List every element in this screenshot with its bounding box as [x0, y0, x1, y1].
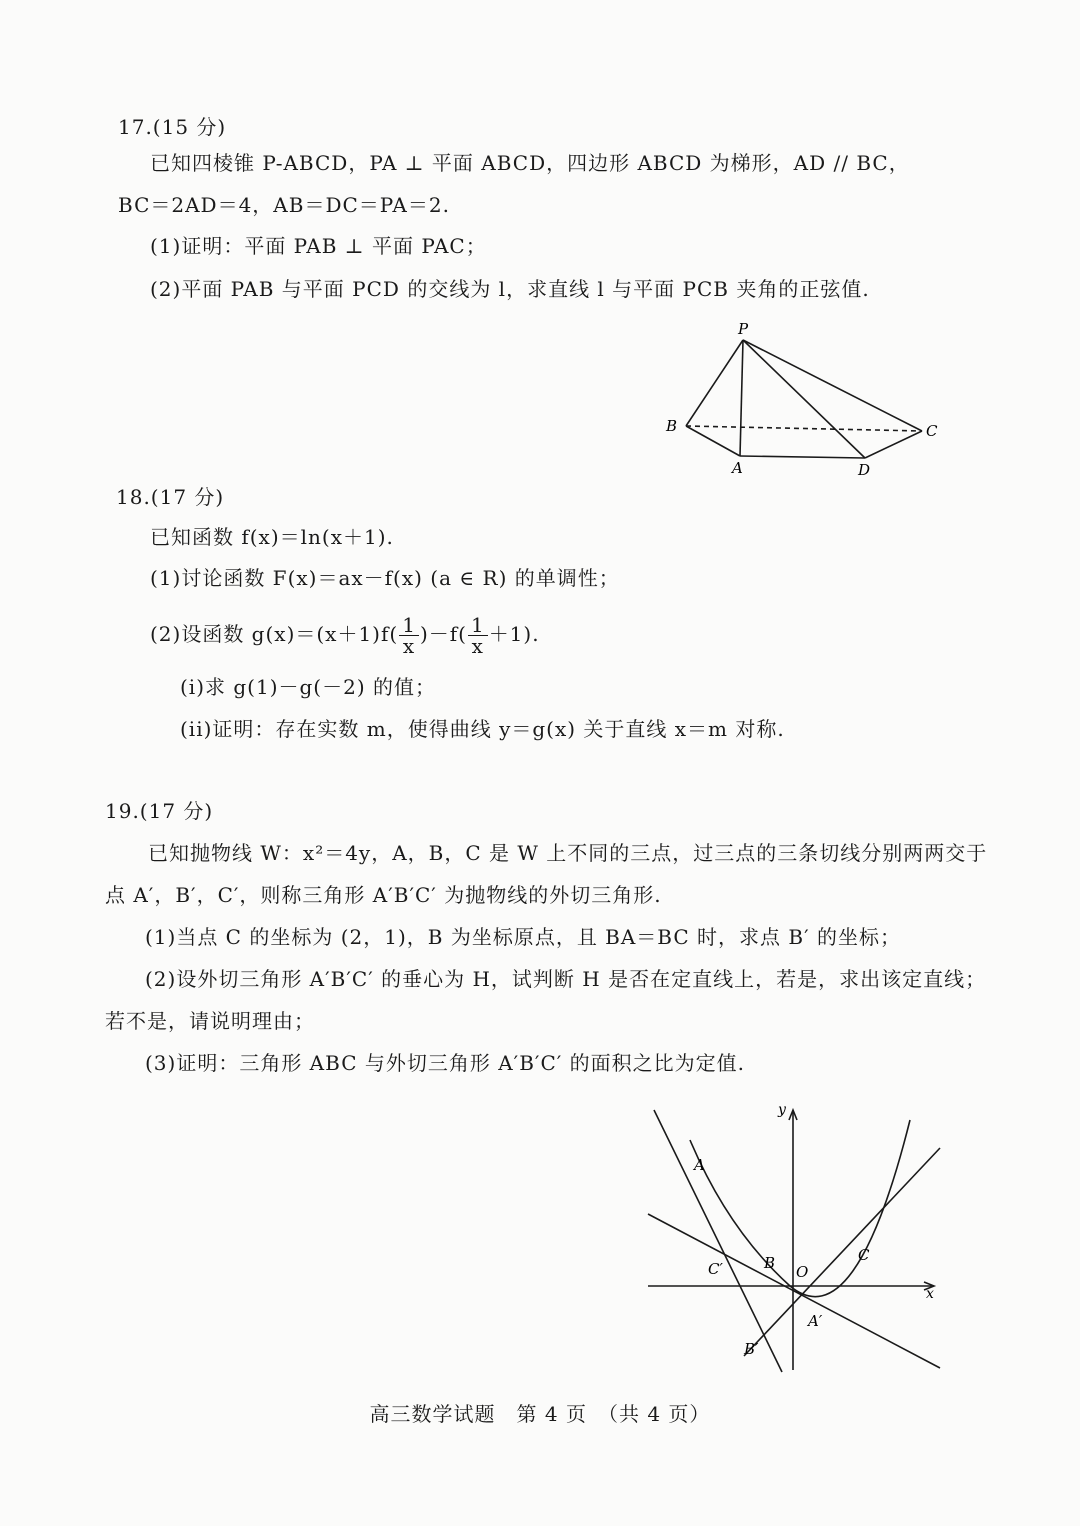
q18-part2 [150, 610, 540, 658]
q19-label-A-prime: A′ [808, 1312, 823, 1330]
q18-fraction-1 [399, 615, 419, 656]
q18-fraction-2 [468, 615, 488, 656]
q19-label-O: O [796, 1263, 809, 1281]
q17-stem-line1: 已知四棱锥 P-ABCD，PA ⊥ 平面 ABCD，四边形 ABCD 为梯形，AD // BC， [150, 151, 910, 175]
q19-label-y: y [778, 1102, 786, 1118]
q17-header: 17.(15 分) [118, 115, 227, 139]
fraction-denominator: x [402, 634, 416, 658]
q19-parabola-figure [640, 1100, 950, 1384]
q19-label-C-prime: C′ [708, 1260, 723, 1278]
q18-part2-prefix: (2)设函数 g(x)＝(x＋1)f( [150, 622, 399, 646]
q17-label-A: A [732, 459, 743, 477]
page-footer: 高三数学试题 第 4 页 （共 4 页） [369, 1402, 711, 1426]
q17-label-P: P [738, 320, 749, 338]
q17-part2: (2)平面 PAB 与平面 PCD 的交线为 l，求直线 l 与平面 PCB 夹角的正弦值. [150, 277, 870, 301]
q19-header: 19.(17 分) [105, 799, 214, 823]
q19-part3: (3)证明：三角形 ABC 与外切三角形 A′B′C′ 的面积之比为定值. [145, 1051, 745, 1075]
q17-label-B: B [666, 417, 678, 435]
q19-part1: (1)当点 C 的坐标为 (2，1)，B 为坐标原点，且 BA＝BC 时，求点 B′ 的坐标； [145, 925, 901, 949]
q18-part2-i: (i)求 g(1)－g(－2) 的值； [180, 675, 436, 699]
q18-part2-suffix: ＋1). [488, 622, 540, 646]
q17-label-D: D [858, 461, 871, 479]
q18-part1: (1)讨论函数 F(x)＝ax－f(x) (a ∈ R) 的单调性； [150, 566, 620, 590]
q18-part2-ii: (ii)证明：存在实数 m，使得曲线 y＝g(x) 关于直线 x＝m 对称. [180, 717, 785, 741]
fraction-numerator: 1 [399, 615, 419, 636]
q19-label-x: x [926, 1286, 934, 1302]
q18-header: 18.(17 分) [116, 485, 225, 509]
q19-label-A: A [694, 1156, 705, 1174]
fraction-numerator: 1 [468, 615, 488, 636]
q18-stem: 已知函数 f(x)＝ln(x＋1). [150, 525, 394, 549]
q19-stem-line1: 已知抛物线 W：x²＝4y，A，B，C 是 W 上不同的三点，过三点的三条切线分别两两交于 [148, 841, 988, 865]
q19-label-C: C [858, 1246, 870, 1264]
q17-part1: (1)证明：平面 PAB ⊥ 平面 PAC； [150, 234, 487, 258]
q17-stem-line2: BC＝2AD＝4，AB＝DC＝PA＝2. [118, 193, 450, 217]
q17-pyramid-figure [660, 318, 950, 492]
fraction-denominator: x [471, 634, 484, 658]
q19-stem-line2: 点 A′，B′，C′，则称三角形 A′B′C′ 为抛物线的外切三角形. [105, 883, 662, 907]
q18-part2-mid: )－f( [419, 622, 467, 646]
q19-label-B-prime: B′ [744, 1340, 759, 1358]
q19-label-B: B [764, 1254, 776, 1272]
q19-part2-line2: 若不是，请说明理由； [105, 1009, 315, 1033]
q17-label-C: C [926, 422, 938, 440]
q19-part2-line1: (2)设外切三角形 A′B′C′ 的垂心为 H，试判断 H 是否在定直线上，若是，求出该定直线； [145, 967, 987, 991]
